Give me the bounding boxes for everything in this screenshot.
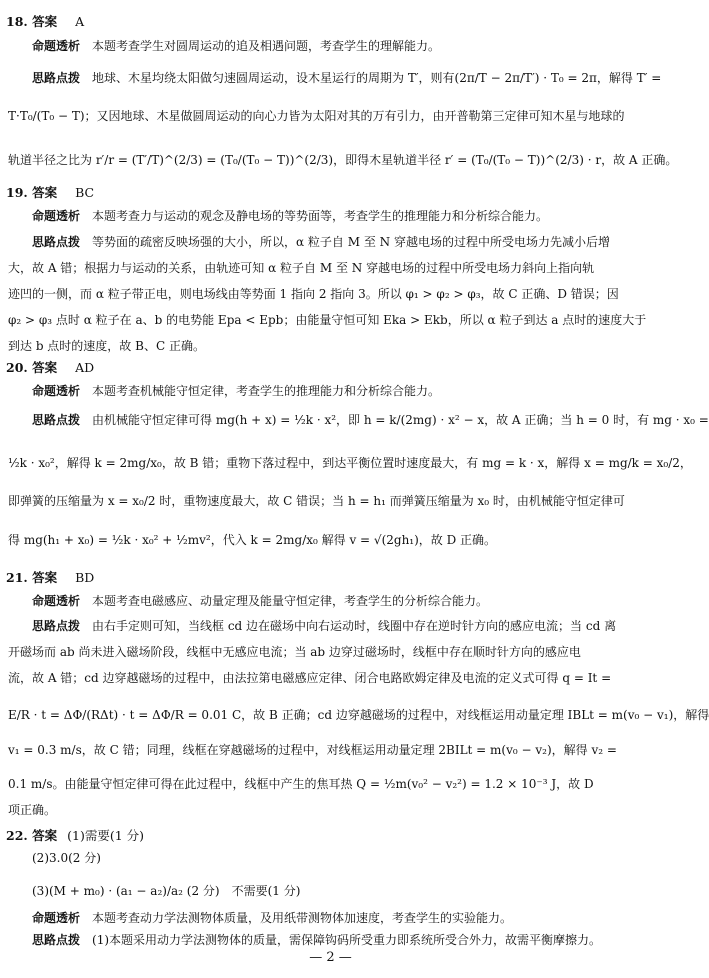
q21-line-3 [8,670,625,686]
q22-header [6,826,144,844]
q22-number: 22. 答案 [6,828,58,843]
q21-line-6 [8,776,625,792]
q20-label-0: 命题透析 [32,384,81,398]
q21-line-2 [8,644,625,660]
q21-text-2: 开磁场而 ab 尚未进入磁场阶段，线框中无感应电流；当 ab 边穿过磁场时，线框中存在顺时针方向的感应电 [8,645,581,659]
q22-text-1: (3)(M + m₀) · (a₁ − a₂)/a₂ (2 分) 不需要(1 分) [32,884,301,898]
q18-text-3: 轨道半径之比为 r′/r = (T′/T)^(2/3) = (T₀/(T₀ − T))^(2/3)，即得木星轨道半径 r′ = (T₀/(T₀ − T))^(2/3) · r，故 A 正确。 [8,153,678,167]
q18-line-0 [32,38,649,54]
q22-line-1 [32,883,649,899]
q22-text-0: (2)3.0(2 分) [32,851,101,865]
q22-answer: (1)需要(1 分) [67,828,144,843]
q21-label-1: 思路点拨 [32,619,81,633]
q19-number: 19. 答案 [6,185,58,200]
q20-number: 20. 答案 [6,360,58,375]
q20-text-3: 即弹簧的压缩量为 x = x₀/2 时，重物速度最大，故 C 错误；当 h = h₁ 而弹簧压缩量为 x₀ 时，由机械能守恒定律可 [8,494,625,508]
q22-label-3: 思路点拨 [32,933,81,947]
q21-text-4: E/R · t = ΔΦ/(RΔt) · t = ΔΦ/R = 0.01 C，故 B 正确；cd 边穿越磁场的过程中，对线框运用动量定理 IBLt = m(v₀ − v₁)，解得 [8,708,709,722]
q21-line-4 [8,707,709,723]
q21-text-6: 0.1 m/s。由能量守恒定律可得在此过程中，线框中产生的焦耳热 Q = ½m(v₀² − v₂²) = 1.2 × 10⁻³ J，故 D [8,777,594,791]
q19-line-2 [8,260,625,276]
q20-text-4: 得 mg(h₁ + x₀) = ½k · x₀² + ½mv²，代入 k = 2mg/x₀ 解得 v = √(2gh₁)，故 D 正确。 [8,533,497,547]
q20-text-2: ½k · x₀²，解得 k = 2mg/x₀，故 B 错；重物下落过程中，到达平衡位置时速度最大，有 mg = k · x，解得 x = mg/k = x₀/2， [8,456,692,470]
q20-text-0: 本题考查机械能守恒定律，考查学生的推理能力和分析综合能力。 [92,384,441,398]
q19-label-1: 思路点拨 [32,235,81,249]
q18-label-1: 思路点拨 [32,71,81,85]
q18-line-1 [32,70,662,86]
q18-answer: A [75,14,85,29]
q19-text-0: 本题考查力与运动的观念及静电场的等势面等，考查学生的推理能力和分析综合能力。 [92,209,549,223]
q20-answer: AD [75,360,95,375]
q19-header [6,183,94,201]
q18-line-3 [8,152,678,168]
q19-answer: BC [75,185,95,200]
q21-text-7: 项正确。 [8,803,57,817]
q18-label-0: 命题透析 [32,39,81,53]
q21-label-0: 命题透析 [32,594,81,608]
q21-text-3: 流，故 A 错；cd 边穿越磁场的过程中，由法拉第电磁感应定律、闭合电路欧姆定律及电流的定义式可得 q = It = [8,671,612,685]
q21-line-7 [8,802,625,818]
q18-text-2: T·T₀/(T₀ − T)；又因地球、木星做圆周运动的向心力皆为太阳对其的万有引力，由开普勒第三定律可知木星与地球的 [8,109,625,123]
q19-label-0: 命题透析 [32,209,81,223]
q22-text-3: (1)本题采用动力学法测物体的质量，需保障钩码所受重力即系统所受合外力，故需平衡摩擦力。 [92,933,602,947]
q22-line-0 [32,850,649,866]
q21-text-1: 由右手定则可知，当线框 cd 边在磁场中向右运动时，线圈中存在逆时针方向的感应电流；当 cd 离 [92,619,617,633]
q19-text-2: 大，故 A 错；根据力与运动的关系，由轨迹可知 α 粒子自 M 至 N 穿越电场的过程中所受电场力斜向上指向轨 [8,261,595,275]
q21-text-5: v₁ = 0.3 m/s，故 C 错；同理，线框在穿越磁场的过程中，对线框运用动量定理 2BILt = m(v₀ − v₂)，解得 v₂ = [8,743,617,757]
q21-number: 21. 答案 [6,570,58,585]
q18-text-1: 地球、木星均绕太阳做匀速圆周运动，设木星运行的周期为 T′，则有(2π/T − 2π/T′) · T₀ = 2π，解得 T′ = [92,71,662,85]
q21-header [6,568,94,586]
q18-line-2 [8,108,625,124]
q19-text-1: 等势面的疏密反映场强的大小，所以，α 粒子自 M 至 N 穿越电场的过程中所受电场力先减小后增 [92,235,610,249]
page-number: — 2 — [309,950,352,965]
q19-line-0 [32,208,649,224]
q21-line-5 [8,742,625,758]
q19-text-3: 迹凹的一侧，而 α 粒子带正电，则电场线由等势面 1 指向 2 指向 3。所以 φ₁ > φ₂ > φ₃，故 C 正确、D 错误；因 [8,287,619,301]
q21-line-0 [32,593,649,609]
q22-label-2: 命题透析 [32,911,81,925]
q20-header [6,358,94,376]
q20-line-2 [8,455,692,471]
q21-line-1 [32,618,649,634]
q20-text-1: 由机械能守恒定律可得 mg(h + x) = ½k · x²，即 h = k/(2mg) · x² − x，故 A 正确；当 h = 0 时，有 mg · x₀ = [92,413,709,427]
q20-line-3 [8,493,625,509]
q20-line-1 [32,412,709,428]
q21-answer: BD [75,570,95,585]
q20-line-4 [8,532,625,548]
q20-label-1: 思路点拨 [32,413,81,427]
q21-text-0: 本题考查电磁感应、动量定理及能量守恒定律，考查学生的分析综合能力。 [92,594,489,608]
q22-text-2: 本题考查动力学法测物体质量，及用纸带测物体加速度，考查学生的实验能力。 [92,911,513,925]
q19-line-1 [32,234,649,250]
q19-line-4 [8,312,647,328]
q19-text-5: 到达 b 点时的速度，故 B、C 正确。 [8,339,205,353]
q18-header [6,12,84,30]
q19-line-3 [8,286,625,302]
q19-text-4: φ₂ > φ₃ 点时 α 粒子在 a、b 的电势能 Epa < Epb；由能量守恒可知 Eka > Ekb，所以 α 粒子到达 a 点时的速度大于 [8,313,647,327]
q18-number: 18. 答案 [6,14,58,29]
q20-line-0 [32,383,649,399]
q18-text-0: 本题考查学生对圆周运动的追及相遇问题，考查学生的理解能力。 [92,39,441,53]
q22-line-2 [32,910,649,926]
q22-line-3 [32,932,649,948]
q19-line-5 [8,338,625,354]
